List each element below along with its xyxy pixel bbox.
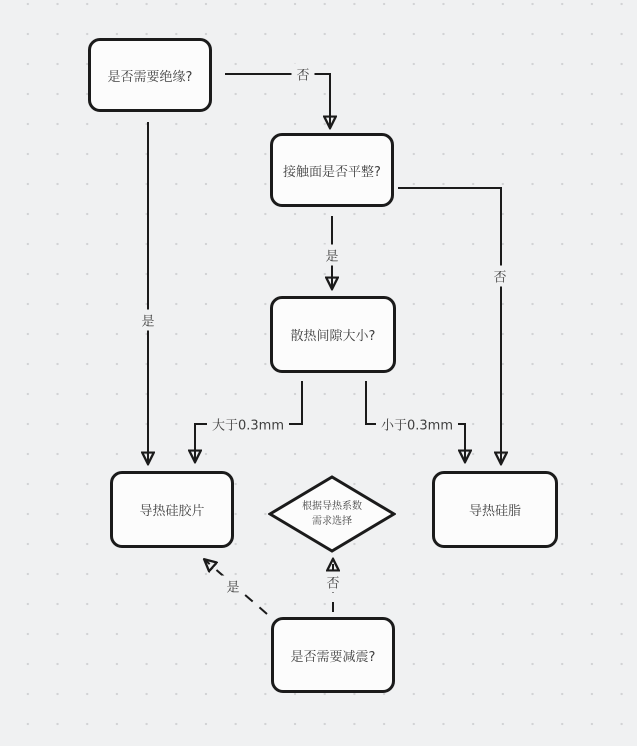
node-insulation-label: 是否需要绝缘? — [107, 69, 193, 85]
node-thermal-grease-result[interactable] — [432, 471, 558, 548]
edge-label-gap-greater[interactable]: 大于0.3mm — [207, 414, 289, 435]
edge-label-insulation-no[interactable]: 否 — [291, 64, 314, 85]
edge-label-insulation-yes[interactable]: 是 — [136, 310, 159, 331]
node-pad-label: 导热硅胶片 — [139, 504, 205, 519]
edge-label-surface-no[interactable]: 否 — [488, 266, 511, 287]
node-damping-question[interactable] — [271, 617, 395, 693]
node-gap-size-question[interactable] — [270, 296, 396, 373]
node-grease-label: 导热硅脂 — [468, 504, 521, 519]
node-surface-flat-question[interactable] — [270, 133, 394, 207]
diamond-label-line2: 需求选择 — [312, 516, 352, 527]
node-damping-label: 是否需要减震? — [290, 649, 376, 665]
edge-label-gap-less[interactable]: 小于0.3mm — [376, 414, 458, 435]
edge-label-damping-yes[interactable]: 是 — [221, 576, 244, 597]
node-gap-label: 散热间隙大小? — [290, 329, 376, 344]
node-insulation-question[interactable] — [88, 38, 212, 112]
diamond-label — [268, 475, 396, 553]
edge-label-surface-yes[interactable]: 是 — [320, 245, 343, 266]
diamond-label-line1: 根据导热系数 — [302, 501, 362, 512]
node-thermal-pad-result[interactable] — [110, 471, 234, 548]
edge-label-damping-no[interactable]: 否 — [321, 572, 344, 593]
node-surface-label: 接触面是否平整? — [283, 164, 381, 180]
node-coefficient-decision[interactable] — [268, 475, 396, 553]
